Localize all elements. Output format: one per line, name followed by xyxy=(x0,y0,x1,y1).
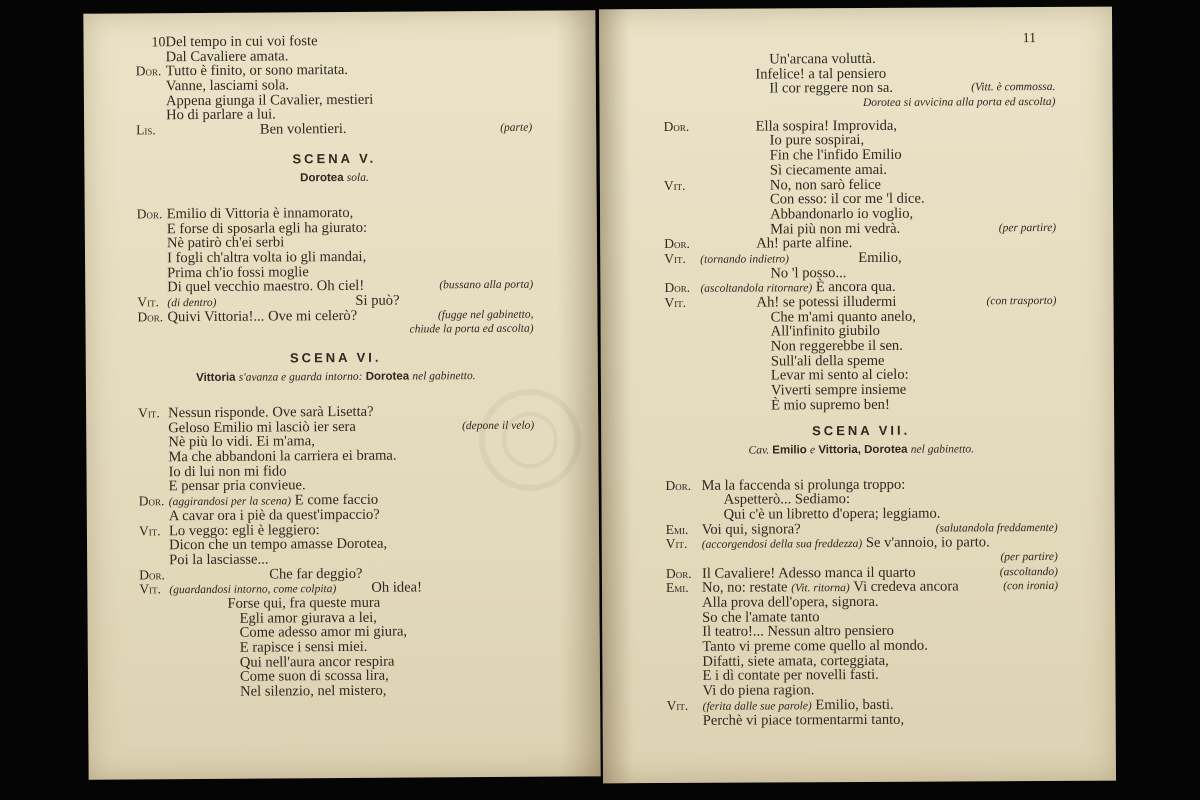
scene-heading: SCENA VII. xyxy=(812,422,911,438)
text-line: Dor. Quivi Vittoria!... Ove mi celerò? (fugge nel gabinetto, xyxy=(137,307,534,325)
text-line: Io di lui non mi fido xyxy=(168,463,287,480)
text-line: Nè patirò ch'ei serbi xyxy=(166,234,285,252)
text-line: Vit. (guardandosi intorno, come colpita) Oh idea! xyxy=(139,579,423,597)
text-line: Vit. Ah! se potessi illudermi (con trasporto) xyxy=(664,293,1057,311)
text-line: Qui c'è un libretto d'opera; leggiamo. xyxy=(723,505,941,523)
verse-line: Come adesso amor mi giura, xyxy=(239,623,408,642)
verse-line: Tanto vi preme come quello al mondo. xyxy=(702,637,928,655)
text-line: Dor. (ascoltandola ritornare) È ancora qua. xyxy=(664,279,896,296)
verse-line: Egli amor giurava a lei, xyxy=(239,609,377,627)
text-line: Appena giunga il Cavalier, mestieri xyxy=(165,91,374,109)
right-verse xyxy=(665,309,1058,414)
text-line: Vit. (tornando indietro) Emilio, xyxy=(664,249,902,266)
text-line: No 'l posso... xyxy=(770,264,847,282)
stage-direction: (per partire) xyxy=(1000,550,1058,564)
verse-line: Nel silenzio, nel mistero, xyxy=(240,682,387,700)
verse-line: Alla prova dell'opera, signora. xyxy=(702,593,879,611)
text-line: Mai più non mi vedrà. (per partire) xyxy=(770,220,1057,238)
scene-subtitle: Vittoria s'avanza e guarda intorno: Dorotea nel gabinetto. xyxy=(196,370,476,385)
text-line: Fin che l'infido Emilio xyxy=(769,146,902,164)
page-number-left: 10 xyxy=(151,35,166,51)
text-line: Dor. Tutto è finito, or sono maritata. xyxy=(135,62,349,80)
text-line: Vanne, lasciami sola. xyxy=(165,77,290,95)
scene-subtitle: Dorotea sola. xyxy=(300,171,369,185)
text-line: Ma che abbandoni la carriera ei brama. xyxy=(168,447,397,466)
verse-line: Che m'ami quanto anelo, xyxy=(770,308,916,326)
scene-subtitle: Cav. Emilio e Vittoria, Dorotea nel gabinetto. xyxy=(748,442,975,457)
text-line: Emi. Voi qui, signora? (salutandola freddamente) xyxy=(665,520,1058,538)
verse-line: Levar mi sento al cielo: xyxy=(770,367,909,384)
text-line: Sì ciecamente amai. xyxy=(769,161,887,179)
text-line: Perchè vi piace tormentarmi tanto, xyxy=(702,711,905,729)
text-line: Dor. Ella sospira! Improvida, xyxy=(663,117,898,135)
verse-line: E rapisce i sensi miei. xyxy=(239,638,368,656)
text-line: Geloso Emilio mi lasciò ier sera (depone il velo) xyxy=(168,418,535,436)
text-line: Vit. No, non sarò felice xyxy=(663,176,881,193)
left-verse xyxy=(139,595,536,701)
text-line: Vit. (accorgendosi della sua freddezza) Se v'annoio, io parto. xyxy=(665,534,990,552)
verse-line: E i dì contate per novelli fasti. xyxy=(702,667,879,685)
verse-line: Infelice! a tal pensiero xyxy=(755,65,887,83)
left-lines-a xyxy=(135,33,532,124)
text-line: Nè più lo vidi. Ei m'ama, xyxy=(168,433,315,451)
text-line: Vit. Nessun risponde. Ove sarà Lisetta? xyxy=(138,403,374,422)
right-page-content xyxy=(663,51,1059,728)
text-line: E pensar pria convieue. xyxy=(168,477,306,495)
text-line: Abbandonarlo io voglio, xyxy=(770,205,914,223)
verse-line: So che l'amate tanto xyxy=(702,608,820,626)
text-line: Dicon che un tempo amasse Dorotea, xyxy=(168,535,388,554)
verse-line: Un'arcana voluttà. xyxy=(769,50,876,68)
text-line: Prima ch'io fossi moglie xyxy=(167,263,309,281)
right-page xyxy=(599,7,1116,784)
text-line: Poi la lasciasse... xyxy=(169,551,269,569)
text-line: Del tempo in cui voi foste xyxy=(165,33,318,51)
text-line: Ho di parlare a lui. xyxy=(165,106,276,124)
verse-line: Forse qui, fra queste mura xyxy=(227,594,381,612)
text-line: E forse di sposarla egli ha giurato: xyxy=(166,219,368,237)
verse-line: Vi do piena ragion. xyxy=(702,682,815,699)
verse-line: Qui nell'aura ancor respira xyxy=(239,653,395,671)
verse-line: Non reggerebbe il sen. xyxy=(770,337,903,355)
text-line: Vit. (di dentro) Si può? xyxy=(137,292,400,310)
text-line: Di quel vecchio maestro. Oh ciel! (bussano alla porta) xyxy=(167,278,534,296)
text-line: Dor. Il Cavaliere! Adesso manca il quarto (ascoltando) xyxy=(665,564,1058,582)
verse-line: Come suon di scossa lira, xyxy=(239,668,389,686)
left-page xyxy=(83,10,600,780)
text-line: Vit. Lo veggo: egli è leggiero: xyxy=(138,521,320,539)
lis-line: Lis. Ben volentieri. (parte) xyxy=(136,121,533,138)
text-line: Dor. Che far deggio? xyxy=(139,565,363,583)
emilio-speech xyxy=(666,594,1059,699)
verse-line: Sull'ali della speme xyxy=(770,352,885,370)
text-line: chiude la porta ed ascolta) xyxy=(409,322,534,336)
verse-line: Viverti sempre insieme xyxy=(770,381,907,399)
left-page-content xyxy=(135,33,536,700)
verse-line: Difatti, siete amata, corteggiata, xyxy=(702,652,889,670)
stage-direction: Dorotea si avvicina alla porta ed ascolta) xyxy=(862,96,1056,110)
text-line: Dor. Ma la faccenda si prolunga troppo: xyxy=(665,476,906,494)
text-line: Dor. Ah! parte alfine. xyxy=(664,235,853,252)
scene-heading: SCENA VI. xyxy=(289,349,382,366)
text-line: Dor. (aggirandosi per la scena) E come faccio xyxy=(138,491,379,509)
verse-line: Il teatro!... Nessun altro pensiero xyxy=(702,623,894,641)
text-line: Il cor reggere non sa. (Vitt. è commossa. xyxy=(769,80,1056,97)
page-number-right: 11 xyxy=(1022,31,1037,47)
verse-line: È mio supremo ben! xyxy=(771,396,890,414)
text-line: I fogli ch'altra volta io gli mandai, xyxy=(166,248,367,267)
verse-line: All'infinito giubilo xyxy=(770,323,880,340)
scene-heading: SCENA V. xyxy=(292,150,377,167)
text-line: Vit. (ferita dalle sue parole) Emilio, basti. xyxy=(666,696,894,714)
text-line: A cavar ora i piè da quest'impaccio? xyxy=(168,506,380,525)
text-line: Dal Cavaliere amata. xyxy=(165,48,289,65)
text-line: Aspetterò... Sediamo: xyxy=(723,491,851,508)
text-line: Dor. Emilio di Vittoria è innamorato, xyxy=(136,204,354,223)
text-line: Emi. No, no: restate (Vit. ritorna) Vi credeva ancora (con ironia) xyxy=(665,578,1059,597)
text-line: Con esso: il cor me 'l dice. xyxy=(769,190,925,208)
text-line: Io pure sospirai, xyxy=(769,132,865,149)
